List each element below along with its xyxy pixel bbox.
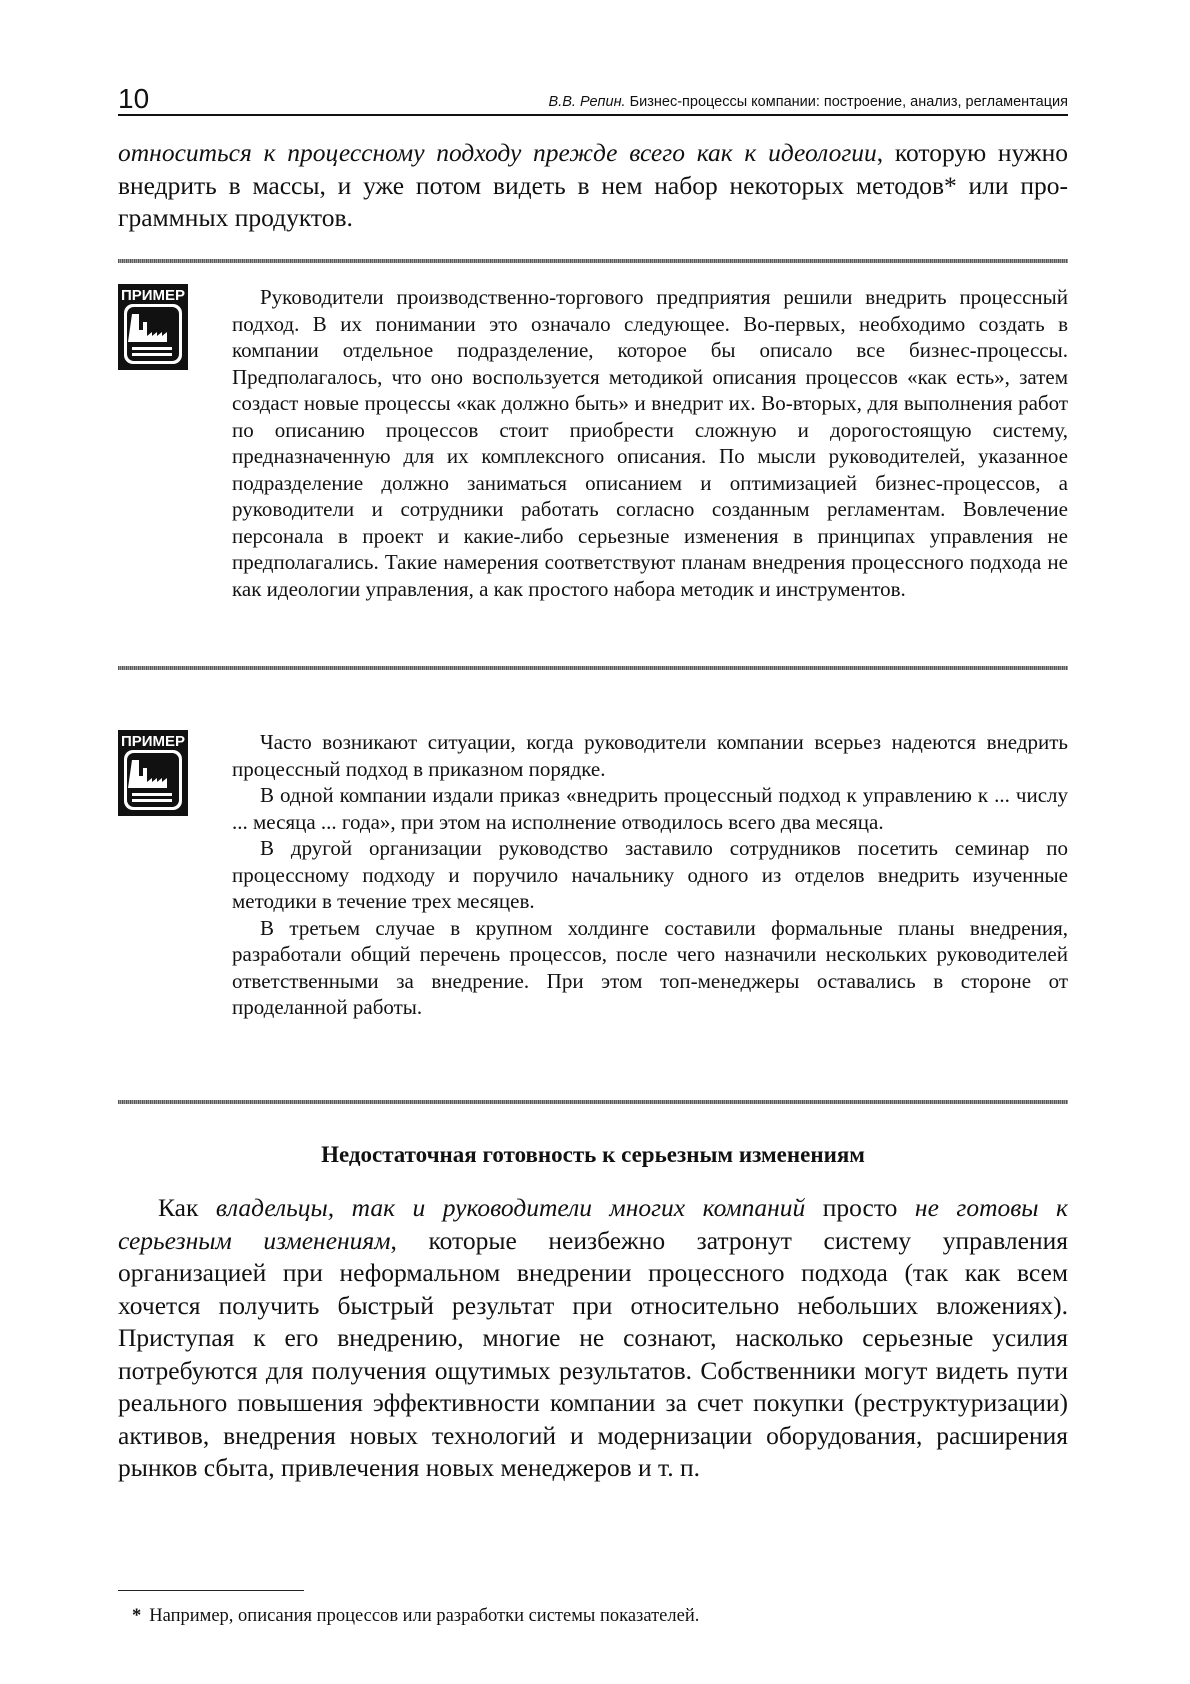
example-paragraph: В одной компании издали приказ «внедрить процессный подход к управлению к ... числу ... месяца ... года», при этом на исполнение отводилось всего два месяца. [232, 783, 1068, 834]
intro-text: , которую нужно [876, 138, 1068, 167]
intro-italic-text: относиться к процессному подходу прежде всего как к идеологии [118, 138, 877, 167]
intro-line: граммных продуктов. [118, 203, 353, 232]
text-segment: , которые неизбежно затронут систему управления организацией при неформальном внедрении процессного подхода (так как всем хочется получить быстрый результат при относительно небольших вложениях). Приступая к его внедрению, многие не сознают, насколько серьезные усилия потребуются для получения ощутимых результатов. Собственники могут видеть пути реального повышения эффективности компании за счет покупки (реструктуризации) активов, внедрения новых технологий и модернизации оборудования, расширения рынков сбыта, привлечения новых менеджеров и т. п. [118, 1225, 1068, 1482]
book-title: Бизнес-процессы компании: построение, анализ, регламентация [629, 94, 1068, 110]
section-heading: Недостаточная готовность к серьезным изменениям [321, 1142, 865, 1167]
intro-line: внедрить в массы, и уже потом видеть в нем набор некоторых методов* или про- [118, 170, 1068, 200]
emphasis-segment: владельцы, так и руководители многих компаний [215, 1193, 806, 1222]
section-body [118, 1192, 1068, 1485]
intro-line [118, 137, 1068, 170]
emphasis-segment: не готовы к серьезным изменениям [118, 1193, 1068, 1255]
running-header [118, 80, 1068, 116]
footnote-divider [118, 1590, 304, 1591]
example-paragraph: Руководители производственно-торгового предприятия решили внедрить процессный подход. В их понимании это означало следующее. Во-первых, необходимо создать в компании отдельное подразделение, которое бы описало все бизнес-процессы. Предполагалось, что оно воспользуется методикой описания процессов «как есть», затем создаст новые процессы «как должно быть» и внедрит их. Во-вторых, для выполнения работ по описанию процессов стоит приобрести сложную и дорогостоящую систему, предназначенную для их комплексного описания. По мысли руководителей, указанное подразделение должно заниматься описанием и оптимизацией бизнес-процессов, а руководители и сотрудники работать согласно созданным регламентам. Вовлечение персонала в проект и какие-либо серьезные изменения в принципах управления не предполагались. Такие намерения соответствуют планам внедрения процессного подхода не как идеологии управления, а как простого набора методик и инструментов. [232, 285, 1068, 601]
intro-paragraph [118, 137, 1068, 235]
example-paragraph: В третьем случае в крупном холдинге составили формальные планы внедрения, разработали общий перечень процессов, после чего назначили нескольких руководителей ответственными за внедрение. При этом топ-менеджеры оставались в стороне от проделанной работы. [232, 915, 1068, 1019]
footnote [132, 1604, 1032, 1628]
example-paragraph: В другой организации руководство заставило сотрудников посетить семинар по процессному подходу и поручило начальнику одного из отделов внедрить изученные методики в течение трех месяцев. [232, 836, 1068, 913]
footnote-text: Например, описания процессов или разработки системы показателей. [149, 1606, 700, 1626]
factory-icon [118, 730, 188, 816]
example-paragraph: Часто возникают ситуации, когда руководители компании всерьез надеются внедрить процессный подход в приказном порядке. [232, 730, 1068, 781]
section-paragraph [118, 1192, 1068, 1485]
factory-icon [118, 284, 188, 370]
example-badge [118, 284, 188, 370]
divider-rule [118, 1100, 1068, 1104]
running-title [549, 93, 1068, 111]
divider-rule [118, 666, 1068, 670]
text-segment: Как [158, 1193, 216, 1222]
example-badge [118, 730, 188, 816]
text-segment: просто [805, 1193, 915, 1222]
example-badge-label: ПРИМЕР [120, 733, 186, 750]
divider-rule [118, 259, 1068, 263]
example-2-text [232, 729, 1068, 1021]
example-badge-label: ПРИМЕР [120, 287, 186, 304]
page-number: 10 [118, 83, 150, 114]
footnote-marker: * [132, 1606, 142, 1626]
author-name: В.В. Репин. [548, 94, 626, 110]
example-1-text [232, 284, 1068, 602]
